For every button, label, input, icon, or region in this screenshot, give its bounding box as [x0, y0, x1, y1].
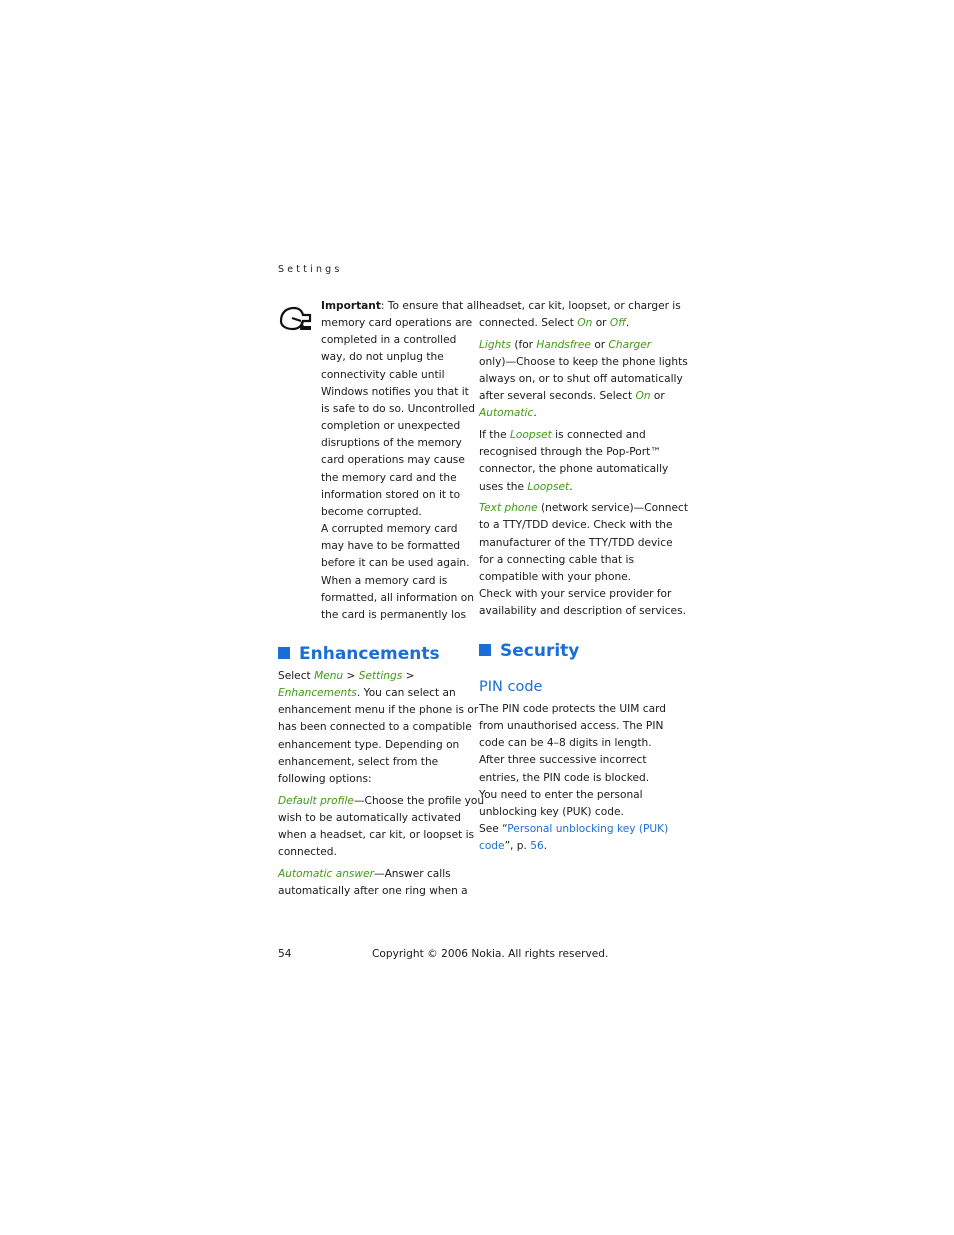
paragraph-line: Text phone (network service)—Connect [479, 502, 688, 515]
text-phone-term[interactable]: Text phone [479, 502, 538, 515]
on-option[interactable]: On [635, 390, 651, 403]
paragraph-line: code can be 4–8 digits in length. [479, 737, 652, 750]
paragraph-line: from unauthorised access. The PIN [479, 720, 664, 733]
section-square-icon [278, 647, 290, 659]
paragraph-line: wish to be automatically activated [278, 811, 461, 824]
note-line: Windows notifies you that it [321, 385, 469, 398]
paragraph-line: headset, car kit, loopset, or charger is [479, 300, 681, 312]
note-line: connectivity cable until [321, 368, 445, 381]
off-option[interactable]: Off [609, 317, 626, 330]
handsfree-term[interactable]: Handsfree [536, 338, 591, 351]
paragraph-line: connected. [278, 846, 337, 859]
note-line: the memory card and the [321, 471, 457, 484]
note-line: the card is permanently los [321, 608, 467, 621]
page-ref-link[interactable]: 56 [530, 840, 544, 853]
note-line: information stored on it to [321, 488, 461, 501]
paragraph-line: entries, the PIN code is blocked. [479, 771, 650, 784]
note-line: formatted, all information on [321, 591, 474, 604]
right-column-text [479, 298, 688, 620]
paragraph-line: enhancement type. Depending on [278, 738, 460, 751]
charger-term[interactable]: Charger [608, 338, 652, 351]
paragraph-line: Default profile—Choose the profile you [278, 794, 485, 807]
paragraph-line: connected. Select On or Off. [479, 317, 630, 330]
note-label: Important [321, 300, 381, 312]
page-number: 54 [278, 948, 292, 960]
menu-link[interactable]: Menu [314, 670, 344, 682]
automatic-option[interactable]: Automatic [479, 407, 534, 420]
pin-code-body [479, 701, 668, 855]
paragraph-line: to a TTY/TDD device. Check with the [479, 519, 673, 532]
paragraph-line: code”, p. 56. [479, 840, 548, 853]
paragraph-line: compatible with your phone. [479, 570, 632, 583]
security-heading: Security [479, 640, 579, 662]
puk-code-link[interactable]: Personal unblocking key (PUK) [507, 823, 669, 836]
lights-term[interactable]: Lights [479, 338, 511, 351]
paragraph-line: enhancement menu if the phone is or [278, 704, 479, 717]
paragraph-line: Lights (for Handsfree or Charger [479, 338, 652, 351]
paragraph-line: If the Loopset is connected and [479, 429, 646, 442]
paragraph-line: See “Personal unblocking key (PUK) [479, 823, 669, 836]
section-square-icon [479, 644, 491, 656]
paragraph-line: Check with your service provider for [479, 588, 672, 600]
paragraph-line: Select Menu > Settings > [278, 670, 415, 682]
loopset-term[interactable]: Loopset [509, 429, 552, 442]
note-line: may have to be formatted [321, 540, 461, 553]
note-line: completed in a controlled [321, 334, 457, 347]
paragraph-line: manufacturer of the TTY/TDD device [479, 536, 673, 549]
copyright-notice: Copyright © 2006 Nokia. All rights reserved. [372, 948, 609, 960]
paragraph-line: unblocking key (PUK) code. [479, 805, 624, 818]
puk-code-link[interactable]: code [479, 840, 505, 853]
paragraph-line: You need to enter the personal [479, 788, 643, 801]
enhancements-body [278, 668, 484, 900]
note-line: When a memory card is [321, 574, 448, 587]
paragraph-line: for a connecting cable that is [479, 553, 634, 566]
paragraph-line: recognised through the Pop-Port™ [479, 446, 661, 459]
warning-hand-icon [278, 305, 312, 331]
paragraph-line: following options: [278, 772, 372, 785]
paragraph-line: has been connected to a compatible [278, 721, 472, 734]
paragraph-line: The PIN code protects the UIM card [479, 703, 667, 715]
enhancements-link[interactable]: Enhancements [278, 687, 357, 700]
pin-code-heading: PIN code [479, 679, 543, 695]
note-line: Important: To ensure that all [321, 300, 480, 312]
settings-link[interactable]: Settings [358, 670, 403, 682]
note-line: disruptions of the memory [321, 437, 462, 450]
paragraph-line: Enhancements. You can select an [278, 687, 456, 700]
on-option[interactable]: On [577, 317, 593, 330]
paragraph-line: Automatic answer—Answer calls [278, 867, 451, 880]
paragraph-line: enhancement, select from the [278, 755, 439, 768]
paragraph-line: connector, the phone automatically [479, 463, 669, 476]
note-line: way, do not unplug the [321, 351, 444, 364]
note-line: become corrupted. [321, 505, 422, 518]
note-line: A corrupted memory card [321, 523, 458, 536]
note-line: is safe to do so. Uncontrolled [321, 402, 475, 415]
note-line: before it can be used again. [321, 557, 470, 570]
enhancements-heading: Enhancements [278, 643, 440, 665]
important-note [321, 298, 479, 624]
note-line: memory card operations are [321, 317, 473, 330]
paragraph-line: when a headset, car kit, or loopset is [278, 828, 475, 841]
paragraph-line: availability and description of services. [479, 605, 686, 618]
running-header: Settings [278, 264, 343, 275]
paragraph-line: After three successive incorrect [479, 754, 647, 767]
automatic-answer-term[interactable]: Automatic answer [278, 867, 374, 880]
loopset-term[interactable]: Loopset [527, 480, 570, 493]
note-line: card operations may cause [321, 454, 465, 467]
paragraph-line: always on, or to shut off automatically [479, 373, 683, 386]
paragraph-line: after several seconds. Select On or [479, 390, 665, 403]
note-line: completion or unexpected [321, 420, 461, 433]
paragraph-line: only)—Choose to keep the phone lights [479, 355, 688, 368]
paragraph-line: uses the Loopset. [479, 480, 573, 493]
paragraph-line: Automatic. [479, 407, 537, 420]
default-profile-term[interactable]: Default profile [278, 794, 354, 807]
paragraph-line: automatically after one ring when a [278, 884, 468, 897]
